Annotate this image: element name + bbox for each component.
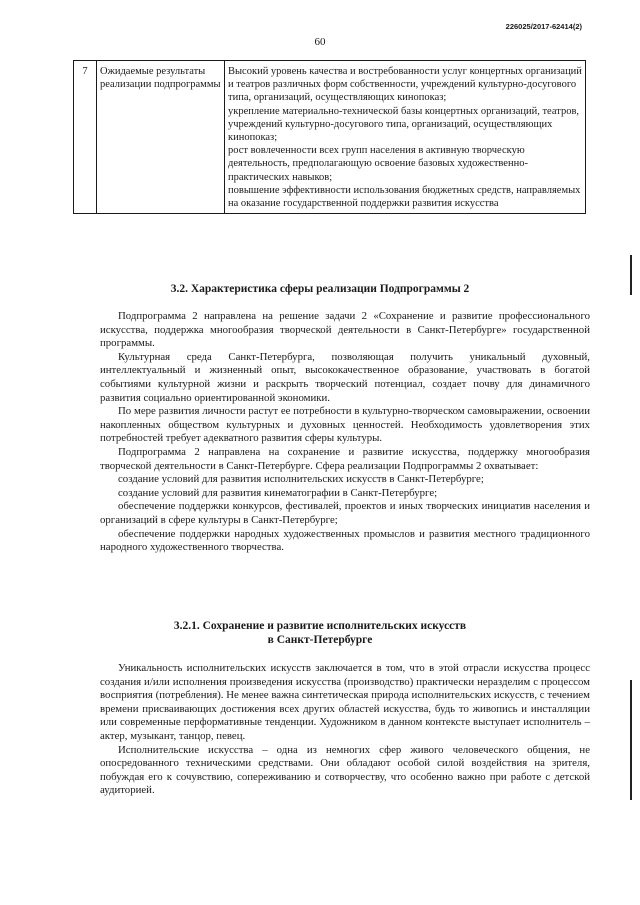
result-item: укрепление материально-технической базы концертных организаций, театров, учреждений культурно-досугового типа, организаций, осуществляющих кинопоказ; bbox=[228, 105, 580, 144]
result-item: Высокий уровень качества и востребованности услуг концертных организаций и театров различных форм собственности, учреждений культурно-досугового типа, организаций, осуществляющих кинопоказ; bbox=[228, 66, 582, 104]
paragraph: Уникальность исполнительских искусств заключается в том, что в этой отрасли искусства процесс создания и/или исполнения произведения искусства (производство) практически неразделим с процессом восприятия (потребления). Не менее важна синтетическая природа исполнительских искусств, с течением времени присваивающих достижения всех других областей искусства, будь то живопись и инсталляции или современные перформативные тенденции. Художником в данном контексте выступает исполнитель – актер, музыкант, танцор, певец. bbox=[100, 662, 590, 742]
list-item: обеспечение поддержки конкурсов, фестивалей, проектов и иных творческих инициатив населения и организаций в сфере культуры в Санкт-Петербурге; bbox=[100, 500, 590, 526]
result-item: повышение эффективности использования бюджетных средств, направляемых на оказание государственной поддержки развития искусства bbox=[228, 184, 581, 210]
section-body bbox=[100, 310, 590, 555]
row-number: 7 bbox=[74, 61, 97, 214]
list-item: создание условий для развития кинематографии в Санкт-Петербурге; bbox=[118, 486, 438, 499]
paragraph: Подпрограмма 2 направлена на решение задачи 2 «Сохранение и развитие профессионального искусства, поддержка многообразия творческой деятельности в Санкт-Петербурге» государственной программы. bbox=[100, 310, 590, 350]
list-item: обеспечение поддержки народных художественных промыслов и развития местного традиционного народного художественного творчества. bbox=[100, 527, 590, 554]
page-number: 60 bbox=[314, 36, 326, 48]
paragraph: Подпрограмма 2 направлена на сохранение и развитие искусства, поддержку многообразия творческой деятельности в Санкт-Петербурге. Сфера реализации Подпрограммы 2 охватывает: bbox=[100, 445, 590, 472]
row-heading: Ожидаемые результаты реализации подпрограммы bbox=[97, 61, 225, 214]
paragraph: Культурная среда Санкт-Петербурга, позволяющая получить уникальный духовный, интеллектуальный и жизненный опыт, высококачественное образование, участвовать в богатой событиями культурной жизни и раскрыть творческий потенциал, создает почву для динамичного развития социально ориентированной экономики. bbox=[100, 350, 590, 404]
subsection-body bbox=[100, 662, 590, 798]
row-results bbox=[225, 61, 586, 214]
list-item: создание условий для развития исполнительских искусств в Санкт-Петербурге; bbox=[118, 473, 484, 486]
subsection-title-line: 3.2.1. Сохранение и развитие исполнительских искусств bbox=[173, 620, 467, 632]
expected-results-table bbox=[73, 60, 586, 214]
paragraph: По мере развития личности растут ее потребности в культурно-творческом самовыражении, освоении накопленных обществом культурных и духовных ценностей. Необходимость удовлетворения этих потребностей требует адекватного развития сферы культуры. bbox=[100, 405, 590, 445]
scan-edge-mark bbox=[630, 680, 632, 800]
subsection-title-line: в Санкт-Петербурге bbox=[267, 634, 373, 646]
section-title: 3.2. Характеристика сферы реализации Подпрограммы 2 bbox=[170, 283, 470, 295]
scan-edge-mark bbox=[630, 255, 632, 295]
paragraph: Исполнительские искусства – одна из немногих сфер живого человеческого общения, не опосредованного техническими средствами. Они обладают особой силой воздействия на зрителя, побуждая его к сочувствию, сопереживанию и сотворчеству, что особенно важно при работе с детской аудиторией. bbox=[100, 743, 590, 797]
subsection-title bbox=[0, 619, 640, 647]
table-row bbox=[74, 61, 586, 214]
result-item: рост вовлеченности всех групп населения в активную творческую деятельность, предполагающую освоение базовых художественно-практических навыков; bbox=[228, 145, 528, 183]
document-id: 226025/2017-62414(2) bbox=[505, 22, 582, 31]
